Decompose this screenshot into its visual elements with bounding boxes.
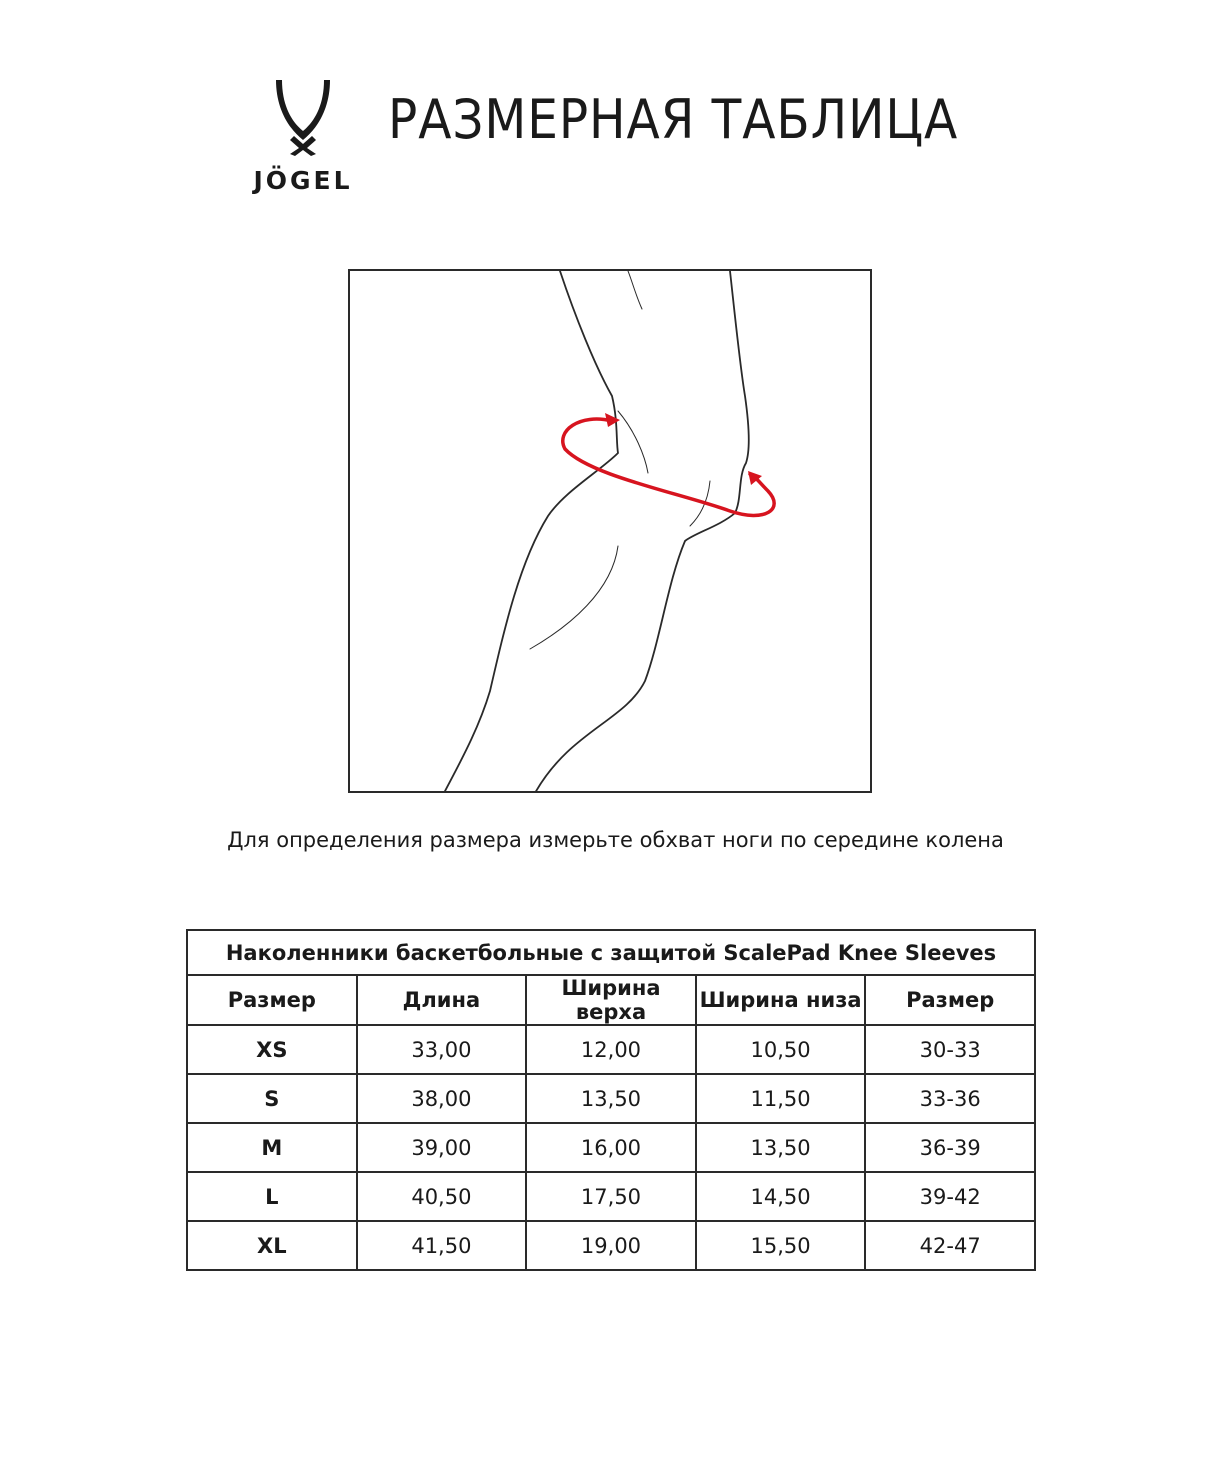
table-cell: 12,00 bbox=[526, 1025, 696, 1074]
size-cell: L bbox=[187, 1172, 357, 1221]
table-row bbox=[187, 1221, 1035, 1270]
table-cell: 33-36 bbox=[865, 1074, 1035, 1123]
leg-front-contour bbox=[535, 271, 749, 791]
leg-detail-line bbox=[618, 411, 648, 473]
table-cell: 11,50 bbox=[696, 1074, 866, 1123]
size-table bbox=[186, 929, 1036, 1271]
table-cell: 16,00 bbox=[526, 1123, 696, 1172]
column-header-top-width: Ширина верха bbox=[526, 975, 696, 1025]
column-header-size: Размер bbox=[187, 975, 357, 1025]
table-row bbox=[187, 1123, 1035, 1172]
table-cell: 40,50 bbox=[357, 1172, 527, 1221]
size-cell: XL bbox=[187, 1221, 357, 1270]
table-cell: 10,50 bbox=[696, 1025, 866, 1074]
table-cell: 39-42 bbox=[865, 1172, 1035, 1221]
table-cell: 19,00 bbox=[526, 1221, 696, 1270]
table-cell: 41,50 bbox=[357, 1221, 527, 1270]
table-row bbox=[187, 1025, 1035, 1074]
table-cell: 30-33 bbox=[865, 1025, 1035, 1074]
table-cell: 17,50 bbox=[526, 1172, 696, 1221]
page-title: РАЗМЕРНАЯ ТАБЛИЦА bbox=[388, 88, 959, 151]
table-title: Наколенники баскетбольные с защитой ScalePad Knee Sleeves bbox=[187, 930, 1035, 975]
column-header-circumference: Размер bbox=[865, 975, 1035, 1025]
arrow-head-icon bbox=[605, 413, 620, 427]
column-header-length: Длина bbox=[357, 975, 527, 1025]
leg-detail-line bbox=[628, 271, 642, 309]
size-cell: XS bbox=[187, 1025, 357, 1074]
size-cell: M bbox=[187, 1123, 357, 1172]
measurement-loop-back bbox=[563, 419, 774, 515]
table-cell: 14,50 bbox=[696, 1172, 866, 1221]
table-cell: 33,00 bbox=[357, 1025, 527, 1074]
knee-measurement-illustration bbox=[348, 269, 872, 793]
table-header-row bbox=[187, 975, 1035, 1025]
table-cell: 39,00 bbox=[357, 1123, 527, 1172]
table-cell: 42-47 bbox=[865, 1221, 1035, 1270]
column-header-bottom-width: Ширина низа bbox=[696, 975, 866, 1025]
jogel-v-mark-icon bbox=[274, 78, 332, 156]
brand-logo bbox=[240, 78, 370, 198]
table-cell: 38,00 bbox=[357, 1074, 527, 1123]
leg-back-contour bbox=[444, 271, 618, 791]
brand-name: JÖGEL bbox=[253, 166, 353, 195]
table-row bbox=[187, 1172, 1035, 1221]
table-cell: 13,50 bbox=[526, 1074, 696, 1123]
measurement-instruction: Для определения размера измерьте обхват ноги по середине колена bbox=[227, 828, 1004, 852]
size-cell: S bbox=[187, 1074, 357, 1123]
table-cell: 15,50 bbox=[696, 1221, 866, 1270]
table-cell: 36-39 bbox=[865, 1123, 1035, 1172]
table-row bbox=[187, 1074, 1035, 1123]
table-cell: 13,50 bbox=[696, 1123, 866, 1172]
leg-detail-line bbox=[530, 546, 618, 649]
